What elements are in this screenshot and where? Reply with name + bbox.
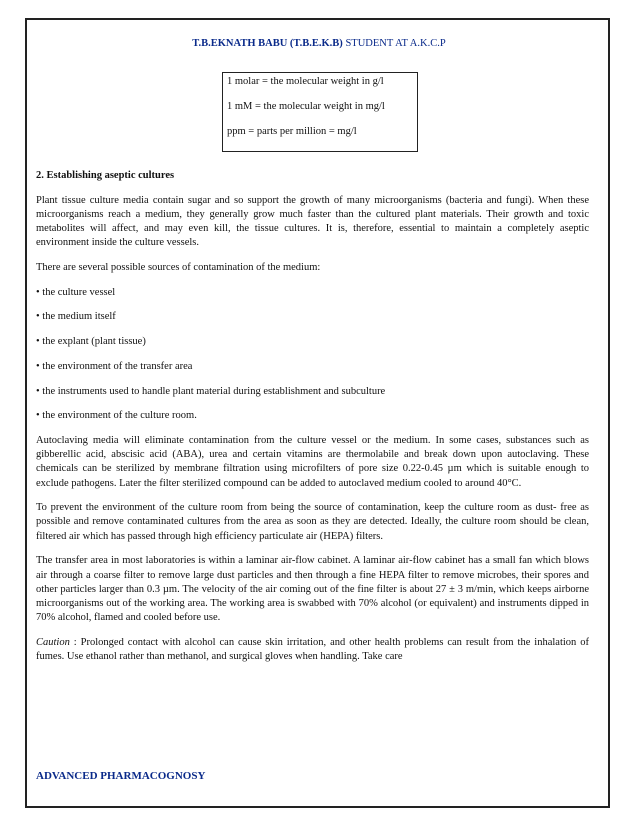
main-content [36, 169, 589, 675]
page-header [0, 38, 638, 49]
paragraph-intro: Plant tissue culture media contain sugar and so support the growth of many microorganisms (bacteria and fungi). When these microorganisms reach a medium, they generally grow much faster than the cultured plant materials. Their growth and toxic metabolites will affect, and may even kill, the tissue cultures. It is, therefore, essential to maintain a completely aseptic environment inside the culture vessels. [36, 194, 589, 249]
page-footer: ADVANCED PHARMACOGNOSY [36, 770, 206, 782]
paragraph-caution [36, 636, 589, 664]
bullet-item: • the environment of the culture room. [36, 410, 197, 422]
units-box [222, 72, 418, 152]
bullet-item: • the explant (plant tissue) [36, 336, 146, 348]
unit-line-ppm: ppm = parts per million = mg/l [227, 126, 357, 137]
author-affiliation: STUDENT AT A.K.C.P [342, 38, 446, 49]
paragraph-sources-lead: There are several possible sources of contamination of the medium: [36, 262, 321, 274]
caution-text: : Prolonged contact with alcohol can cause skin irritation, and other health problems can result from the inhalation of fumes. Use ethanol rather than methanol, and surgical gloves when handling. Take care [36, 636, 589, 663]
bullet-item: • the instruments used to handle plant material during establishment and subculture [36, 385, 386, 397]
bullet-item: • the culture vessel [36, 286, 116, 298]
unit-line-molar: 1 molar = the molecular weight in g/l [227, 76, 384, 87]
bullet-item: • the medium itself [36, 311, 116, 323]
bullet-item: • the environment of the transfer area [36, 360, 193, 372]
author-name: T.B.EKNATH BABU (T.B.E.K.B) [192, 38, 343, 49]
section-heading: 2. Establishing aseptic cultures [36, 170, 175, 181]
caution-label: Caution [36, 636, 70, 648]
paragraph-culture-room: To prevent the environment of the culture room from being the source of contamination, keep the culture room as dust- free as possible and remove contaminated cultures from the area as soon as they are detected. Ideally, the culture room should be clean, filtered air which has passed through high efficiency particulate air (HEPA) filters. [36, 502, 589, 542]
paragraph-transfer-area: The transfer area in most laboratories is within a laminar air-flow cabinet. A laminar air-flow cabinet has a small fan which blows air through a coarse filter to remove large dust particles and then through a fine HEPA filter to remove microbes, their spores and other particles larger than 0.3 µm. The velocity of the air coming out of the fine filter is about 27 ± 3 m/min, which keeps airborne microorganisms out of the working area. The working area is swabbed with 70% alcohol (or equivalent) and instruments dipped in 70% alcohol, flamed and cooled before use. [36, 555, 589, 624]
unit-line-millimolar: 1 mM = the molecular weight in mg/l [227, 101, 385, 112]
paragraph-autoclaving: Autoclaving media will eliminate contamination from the culture vessel or the medium. In some cases, substances such as gibberellic acid, abscisic acid (ABA), urea and certain vitamins are thermolabile and break down upon autoclaving. These chemicals can be sterilized by membrane filtration using microfilters of pore size 0.22-0.45 µm which is suitable enough to exclude pathogens. Later the filter sterilized compound can be added to autoclaved medium cooled to around 40°C. [36, 434, 589, 489]
